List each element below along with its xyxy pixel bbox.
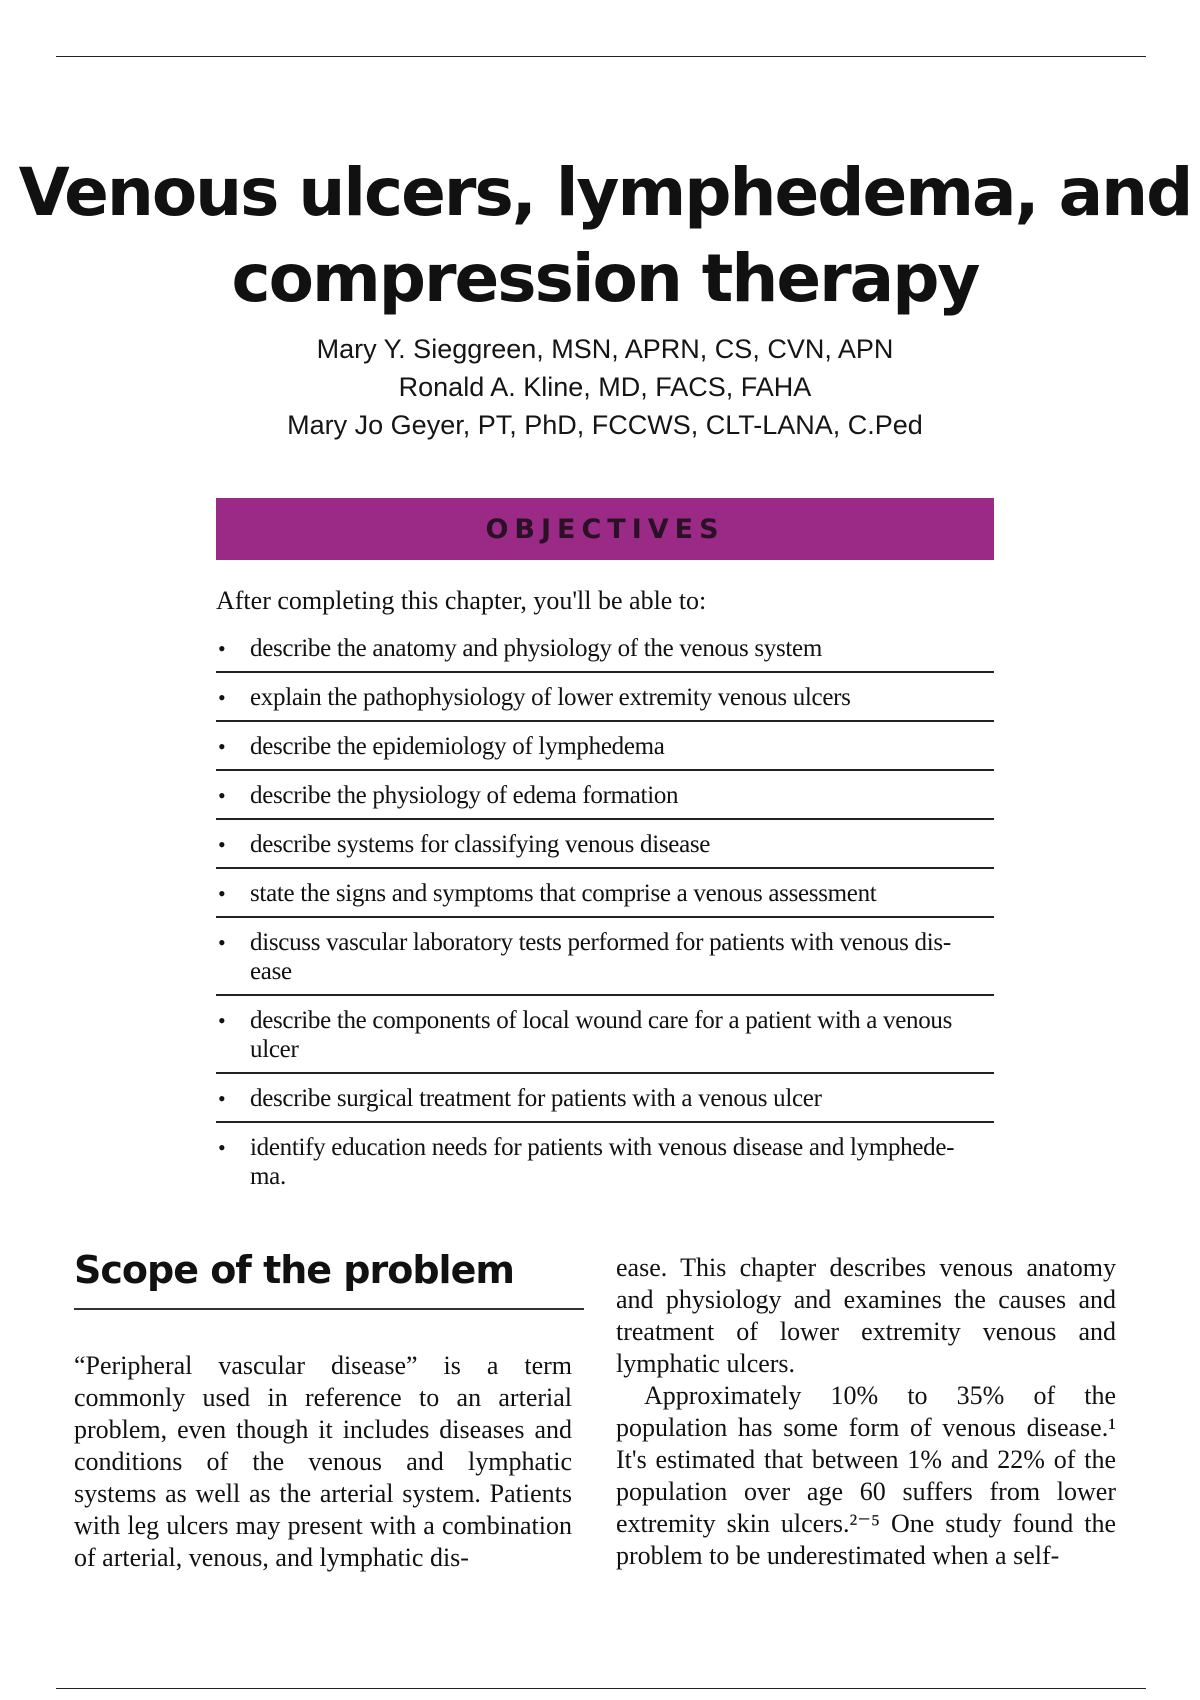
bullet-icon: • <box>218 1086 226 1111</box>
bullet-icon: • <box>218 1135 226 1160</box>
author-1: Mary Y. Sieggreen, MSN, APRN, CS, CVN, APN <box>316 334 894 364</box>
body-paragraph: ease. This chapter describes venous anatomy and physiology and examines the causes and treatment of lower extremity venous and lymphatic ulcers. <box>616 1253 1116 1378</box>
objective-text: explain the pathophysiology of lower extremity venous ulcers <box>250 684 851 711</box>
objective-text: identify education needs for patients with venous disease and lymphede-ma. <box>250 1134 955 1190</box>
section-heading: Scope of the problem <box>74 1248 514 1292</box>
objective-text: describe the anatomy and physiology of the venous system <box>250 635 822 662</box>
objective-text: describe surgical treatment for patients with a venous ulcer <box>250 1085 822 1112</box>
bottom-rule <box>56 1688 1146 1689</box>
objective-item <box>216 869 994 918</box>
objectives-banner <box>216 498 994 560</box>
objective-item <box>216 820 994 869</box>
objective-text: discuss vascular laboratory tests performed for patients with venous dis-ease <box>250 929 951 985</box>
body-paragraph: Approximately 10% to 35% of the population has some form of venous disease.¹ It's estimated that between 1% and 22% of the population over age 60 suffers from lower extremity skin ulcers.²⁻⁵ One study found the problem to be underestimated when a self- <box>616 1381 1116 1570</box>
objective-item <box>216 673 994 722</box>
bullet-icon: • <box>218 1008 226 1033</box>
bullet-icon: • <box>218 734 226 759</box>
body-column-right <box>616 1252 1116 1572</box>
objective-item <box>216 996 994 1074</box>
bullet-icon: • <box>218 832 226 857</box>
author-2: Ronald A. Kline, MD, FACS, FAHA <box>398 372 812 402</box>
section-rule <box>74 1308 584 1310</box>
title-line-1: Venous ulcers, lymphedema, and <box>18 154 1192 231</box>
bullet-icon: • <box>218 685 226 710</box>
objective-text: state the signs and symptoms that comprise a venous assessment <box>250 880 877 907</box>
objectives-intro: After completing this chapter, you'll be able to: <box>216 586 707 615</box>
objective-item <box>216 1123 994 1199</box>
objective-item <box>216 771 994 820</box>
objective-text: describe systems for classifying venous disease <box>250 831 711 858</box>
body-paragraph: “Peripheral vascular disease” is a term commonly used in reference to an arterial problem, even though it includes diseases and conditions of the venous and lymphatic systems as well as the arterial system. Patients with leg ulcers may present with a combination of arterial, venous, and lymphatic dis- <box>74 1351 572 1572</box>
objective-item <box>216 918 994 996</box>
objective-text: describe the epidemiology of lymphedema <box>250 733 665 760</box>
bullet-icon: • <box>218 930 226 955</box>
bullet-icon: • <box>218 636 226 661</box>
objective-item <box>216 624 994 673</box>
chapter-title <box>0 150 1200 322</box>
bullet-icon: • <box>218 881 226 906</box>
title-line-2: compression therapy <box>231 240 979 317</box>
objectives-heading: OBJECTIVES <box>485 513 725 545</box>
objective-item <box>216 722 994 771</box>
top-rule <box>56 56 1146 57</box>
body-column-left <box>74 1350 572 1574</box>
author-3: Mary Jo Geyer, PT, PhD, FCCWS, CLT-LANA, C.Ped <box>287 410 923 440</box>
objectives-list <box>216 624 994 1199</box>
objective-text: describe the physiology of edema formation <box>250 782 679 809</box>
objective-item <box>216 1074 994 1123</box>
bullet-icon: • <box>218 783 226 808</box>
author-list <box>0 330 1200 444</box>
objective-text: describe the components of local wound care for a patient with a venous ulcer <box>250 1007 953 1063</box>
